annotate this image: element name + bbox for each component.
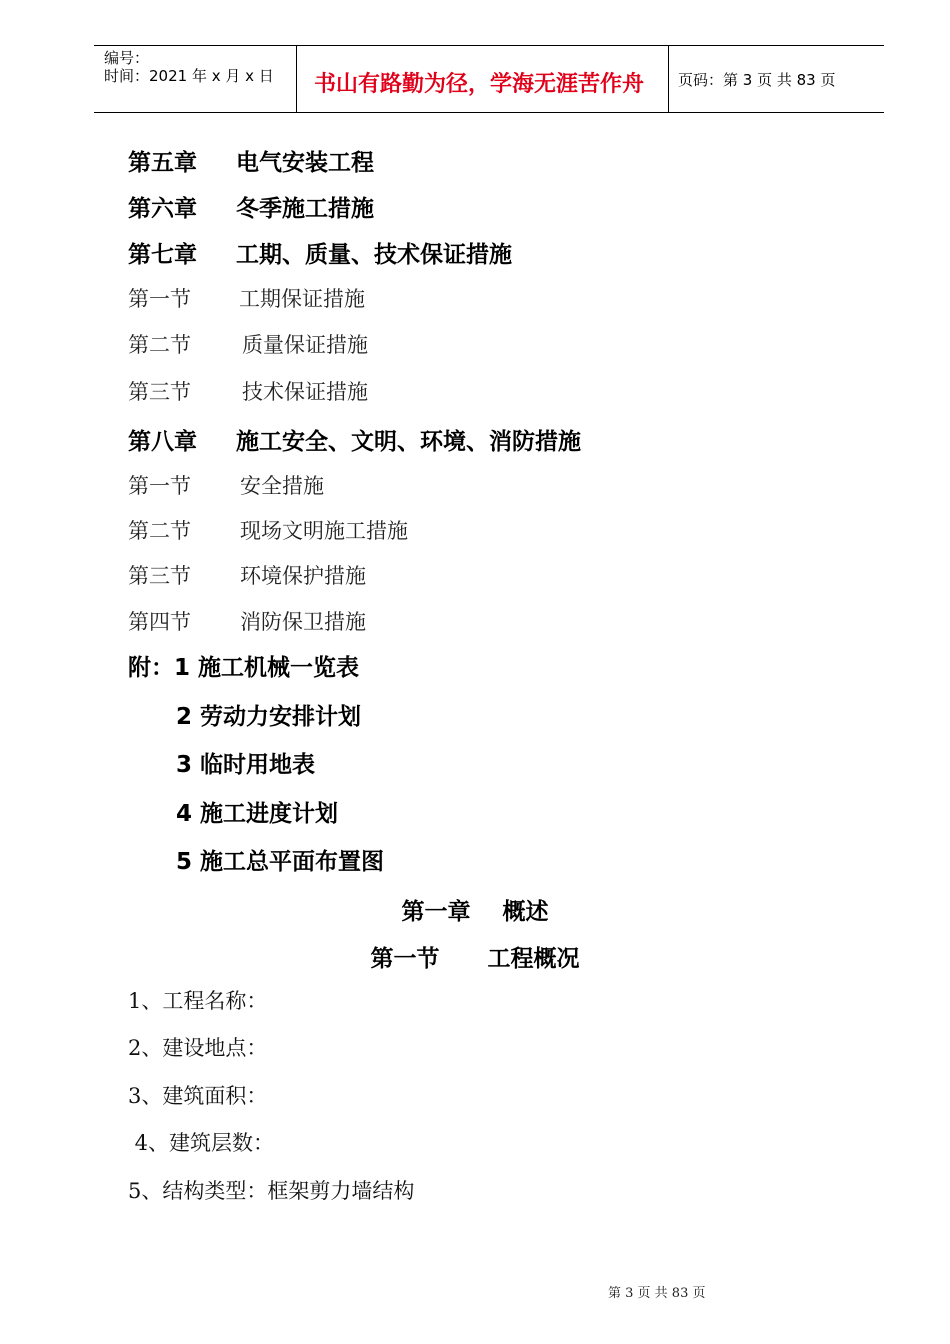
serial-label: 编号： bbox=[104, 49, 150, 67]
appendix-item: 5 施工总平面布置图 bbox=[176, 849, 385, 875]
chapter-heading: 第一章 概述 bbox=[401, 899, 549, 925]
toc-title: 环境保护措施 bbox=[240, 564, 366, 588]
toc-title: 技术保证措施 bbox=[242, 380, 368, 404]
toc-entry-section bbox=[128, 376, 368, 406]
appendix-item: 2 劳动力安排计划 bbox=[176, 704, 362, 730]
motto: 书山有路勤为径，学海无涯苦作舟 bbox=[314, 72, 645, 97]
project-item: 3、建筑面积： bbox=[128, 1084, 268, 1108]
header-divider-right bbox=[668, 45, 669, 112]
toc-number: 第六章 bbox=[128, 196, 197, 222]
toc-title: 施工安全、文明、环境、消防措施 bbox=[236, 429, 581, 455]
header-top-rule bbox=[94, 45, 884, 46]
project-item: 1、工程名称： bbox=[128, 989, 268, 1013]
toc-title: 工期保证措施 bbox=[239, 287, 365, 311]
toc-entry-section bbox=[128, 560, 366, 590]
appendix-item: 4 施工进度计划 bbox=[176, 801, 339, 827]
page-label: 页码：第 3 页 共 83 页 bbox=[678, 71, 836, 89]
project-item: 4、建筑层数： bbox=[128, 1131, 275, 1155]
toc-title: 冬季施工措施 bbox=[236, 196, 374, 222]
time-label: 时间：2021 年 x 月 x 日 bbox=[104, 67, 274, 85]
toc-entry-section bbox=[128, 283, 365, 313]
toc-number: 第七章 bbox=[128, 242, 197, 268]
appendix-item: 附：1 施工机械一览表 bbox=[128, 655, 360, 681]
toc-title: 质量保证措施 bbox=[242, 333, 368, 357]
toc-entry-chapter-6 bbox=[128, 190, 374, 223]
toc-title: 安全措施 bbox=[240, 474, 324, 498]
toc-number: 第三节 bbox=[128, 564, 191, 588]
header-divider-left bbox=[296, 45, 297, 112]
toc-entry-chapter-5 bbox=[128, 144, 374, 177]
section-heading: 第一节 工程概况 bbox=[370, 946, 580, 972]
project-item: 2、建设地点： bbox=[128, 1036, 268, 1060]
toc-number: 第一节 bbox=[128, 287, 191, 311]
project-item: 5、结构类型：框架剪力墙结构 bbox=[128, 1179, 415, 1203]
toc-number: 第二节 bbox=[128, 333, 191, 357]
toc-entry-section bbox=[128, 515, 408, 545]
appendix-item: 3 临时用地表 bbox=[176, 752, 316, 778]
page-footer: 第 3 页 共 83 页 bbox=[608, 1286, 706, 1301]
header-bottom-rule bbox=[94, 112, 884, 113]
toc-entry-section bbox=[128, 329, 368, 359]
toc-number: 第一节 bbox=[128, 474, 191, 498]
toc-entry-section bbox=[128, 470, 324, 500]
toc-number: 第四节 bbox=[128, 610, 191, 634]
toc-entry-section bbox=[128, 606, 366, 636]
toc-entry-chapter-8 bbox=[128, 423, 581, 456]
toc-number: 第五章 bbox=[128, 150, 197, 176]
toc-number: 第二节 bbox=[128, 519, 191, 543]
toc-title: 消防保卫措施 bbox=[240, 610, 366, 634]
toc-number: 第三节 bbox=[128, 380, 191, 404]
toc-entry-chapter-7 bbox=[128, 236, 512, 269]
toc-number: 第八章 bbox=[128, 429, 197, 455]
toc-title: 电气安装工程 bbox=[236, 150, 374, 176]
toc-title: 工期、质量、技术保证措施 bbox=[236, 242, 512, 268]
toc-title: 现场文明施工措施 bbox=[240, 519, 408, 543]
